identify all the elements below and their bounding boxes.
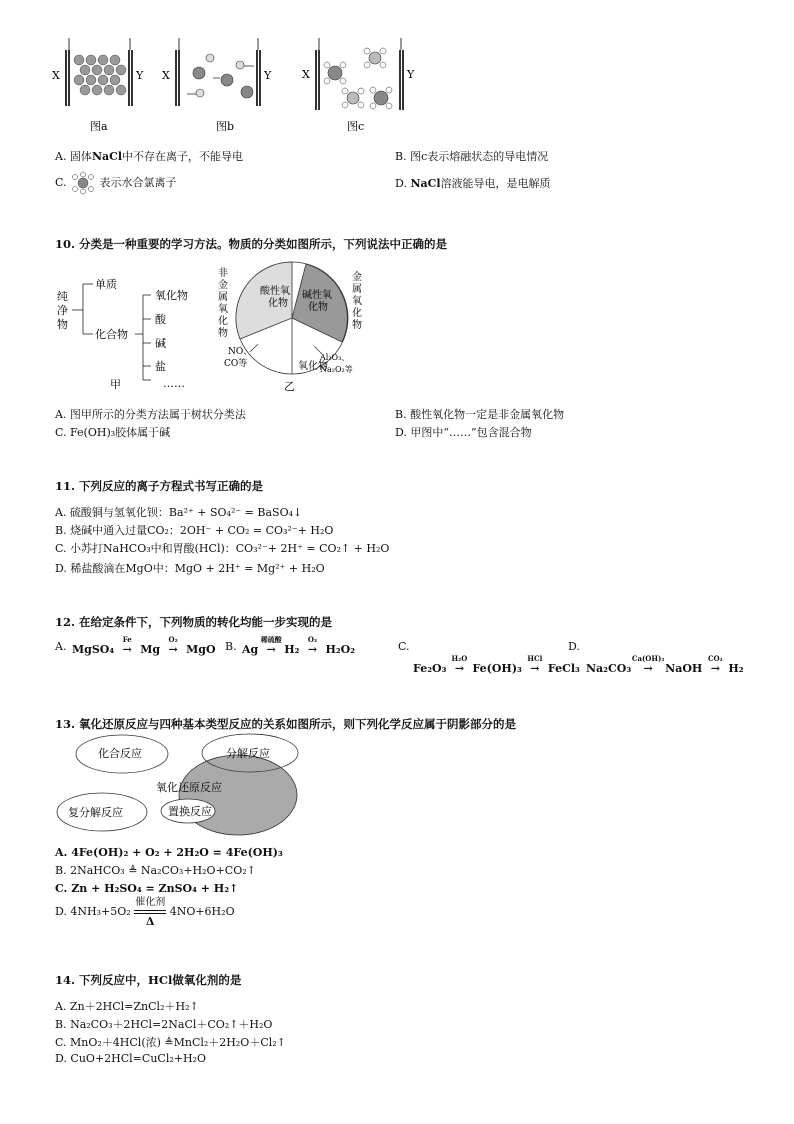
redox-label: 氧化还原反应 [156,781,222,794]
svg-text:化物: 化物 [308,302,328,313]
huahe-label: 化合反应 [98,747,142,760]
q10-option-a[interactable]: A. 图甲所示的分类方法属于树状分类法 [55,408,246,421]
svg-text:氧: 氧 [352,296,362,307]
svg-text:氧: 氧 [218,304,228,315]
figure-c [302,38,415,133]
q11-stem: 11. 下列反应的离子方程式书写正确的是 [55,479,264,493]
q12-option-d[interactable]: D. [568,640,580,653]
q12-c-chain: Fe₂O₃ H₂O → Fe(OH)₃ HCl → FeCl₃ [413,654,580,675]
q14-stem: 14. 下列反应中，HCl做氧化剂的是 [55,973,242,987]
svg-text:非: 非 [218,268,228,279]
figure-a-caption: 图a [90,120,108,133]
svg-text:Y: Y [264,69,272,82]
q12-stem: 12. 在给定条件下，下列物质的转化均能一步实现的是 [55,615,333,629]
q11-option-b[interactable]: B. 烧碱中通入过量CO₂：2OH⁻ + CO₂ = CO₃²⁻+ H₂O [55,524,334,537]
classification-tree [55,258,215,398]
svg-text:……: …… [163,377,185,390]
figure-c-caption: 图c [347,120,365,133]
q13-option-c[interactable]: C. Zn + H₂SO₄ = ZnSO₄ + H₂↑ [55,882,239,895]
catalyst-condition: 催化剂 Δ [135,897,166,928]
svg-text:化: 化 [218,316,228,327]
q10-option-d[interactable]: D. 甲图中“……”包含混合物 [395,426,532,439]
q10-option-c[interactable]: C. Fe(OH)₃胶体属于碱 [55,426,171,439]
q14-option-c[interactable]: C. MnO₂＋4HCl(浓) ≜MnCl₂＋2H₂O＋Cl₂↑ [55,1036,286,1049]
svg-text:CO等: CO等 [224,359,248,369]
x-label: X [52,69,60,82]
q13-option-d[interactable]: D. 4NH₃+5O₂ 催化剂 Δ 4NO+6H₂O [55,897,235,928]
svg-text:化: 化 [352,308,362,319]
svg-text:金: 金 [218,280,228,291]
q14-option-b[interactable]: B. Na₂CO₃＋2HCl=2NaCl＋CO₂↑＋H₂O [55,1018,273,1031]
svg-text:NO、: NO、 [228,347,253,357]
q11-option-a[interactable]: A. 硫酸铜与氢氧化钡：Ba²⁺ + SO₄²⁻ = BaSO₄↓ [55,506,303,519]
svg-text:碱性氧: 碱性氧 [302,290,332,301]
q10-stem: 10. 分类是一种重要的学习方法。物质的分类如图所示，下列说法中正确的是 [55,237,448,251]
svg-text:X: X [302,68,310,81]
q9-option-b[interactable]: B. 图c表示熔融状态的导电情况 [395,150,549,163]
q13-stem: 13. 氧化还原反应与四种基本类型反应的关系如图所示，则下列化学反应属于阴影部分的是 [55,717,517,731]
tree-caption: 甲 [110,378,121,391]
svg-text:物: 物 [352,320,362,331]
q14-option-d[interactable]: D. CuO+2HCl=CuCl₂+H₂O [55,1052,206,1065]
q11-option-c[interactable]: C. 小苏打NaHCO₃中和胃酸(HCl)：CO₃²⁻+ 2H⁺ = CO₂↑ + H₂O [55,542,390,555]
q12-d-chain: Na₂CO₃ Ca(OH)₂ → NaOH CO₂ → H₂ [586,654,744,675]
huahewu-label: 化合物 [95,328,128,341]
oxide-pie-diagram [210,250,385,395]
electrolysis-figures [0,0,794,145]
svg-text:酸: 酸 [155,313,166,326]
reaction-type-diagram [50,733,310,843]
q12-b-chain: Ag 稀硫酸 → H₂ O₂ → H₂O₂ [242,635,356,656]
q12-option-a[interactable]: A. [55,640,67,653]
svg-text:物: 物 [57,318,68,331]
danzhi-label: 单质 [95,278,117,291]
hydrated-chloride-icon [70,172,96,194]
figure-b-caption: 图b [216,120,235,133]
q9-option-a[interactable]: A. 固体NaCl中不存在离子，不能导电 [55,150,244,163]
q10-option-b[interactable]: B. 酸性氧化物一定是非金属氧化物 [395,408,565,421]
svg-text:金: 金 [352,272,362,283]
svg-text:盐: 盐 [155,360,166,373]
svg-text:属: 属 [218,292,228,303]
fufenjie-label: 复分解反应 [68,806,123,819]
svg-text:氧化物: 氧化物 [155,289,188,302]
svg-text:Al₂O₃、: Al₂O₃、 [320,353,350,362]
q12-option-c[interactable]: C. [398,640,410,653]
svg-text:化物: 化物 [268,298,288,309]
y-label: Y [136,69,144,82]
q9-option-c[interactable]: C. 表示水合氯离子 [55,172,177,194]
pie-caption: 乙 [284,380,295,393]
svg-text:氧化物: 氧化物 [298,361,328,372]
q9-option-d[interactable]: D. NaCl溶液能导电，是电解质 [395,177,551,190]
q13-option-a[interactable]: A. 4Fe(OH)₂ + O₂ + 2H₂O = 4Fe(OH)₃ [55,846,283,859]
svg-text:属: 属 [352,284,362,295]
svg-text:酸性氧: 酸性氧 [260,286,290,297]
q14-option-a[interactable]: A. Zn＋2HCl=ZnCl₂＋H₂↑ [55,1000,199,1013]
svg-text:碱: 碱 [155,337,166,350]
zhihuan-label: 置换反应 [168,805,212,818]
svg-text:Na₂O₂等: Na₂O₂等 [320,365,353,374]
svg-text:Y: Y [407,68,415,81]
figure-b [162,38,272,133]
svg-text:物: 物 [218,328,228,339]
svg-text:X: X [162,69,170,82]
svg-text:净: 净 [57,304,68,317]
q13-option-b[interactable]: B. 2NaHCO₃ ≜ Na₂CO₃+H₂O+CO₂↑ [55,864,256,877]
q11-option-d[interactable]: D. 稀盐酸滴在MgO中：MgO + 2H⁺ = Mg²⁺ + H₂O [55,562,325,575]
svg-text:纯: 纯 [57,290,68,303]
q12-a-chain: MgSO₄ Fe → Mg O₂ → MgO [72,635,216,656]
fenjie-label: 分解反应 [226,747,270,760]
figure-a [52,38,144,133]
q12-option-b[interactable]: B. [225,640,237,653]
